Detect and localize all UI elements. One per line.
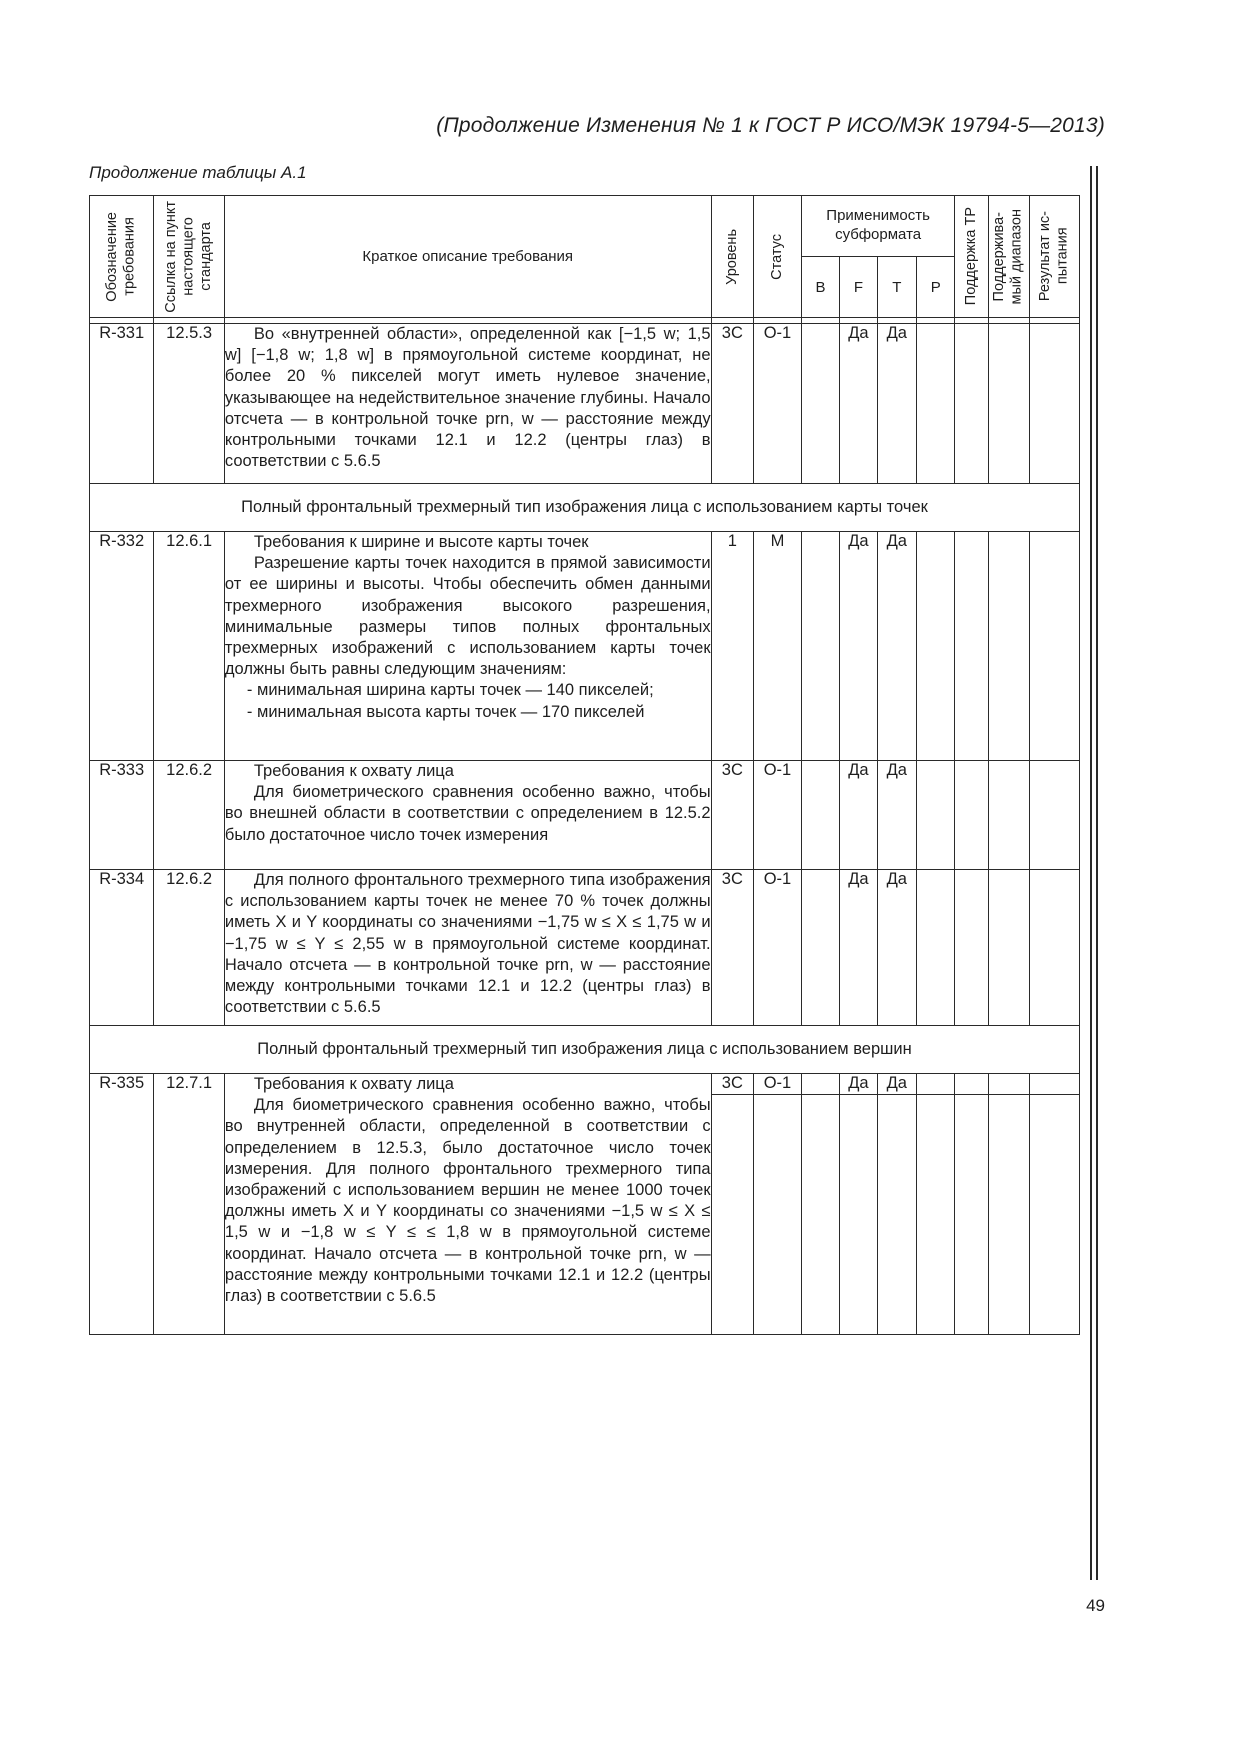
row-p xyxy=(917,761,955,870)
row-t: Да xyxy=(877,870,916,1026)
row-range xyxy=(988,1074,1030,1095)
row-b xyxy=(801,761,839,870)
header-range: Поддержива- мый диапазон xyxy=(988,196,1030,318)
row-tp xyxy=(955,761,988,870)
table-row xyxy=(90,761,1080,870)
row-f: Да xyxy=(840,1074,877,1095)
header-t: T xyxy=(877,257,916,318)
row-tp xyxy=(955,1074,988,1095)
section-row xyxy=(90,1026,1080,1074)
row-level: 1 xyxy=(711,532,754,761)
row-level-cont xyxy=(711,1095,754,1335)
header-tp: Поддержка ТР xyxy=(955,196,988,318)
row-tp xyxy=(955,532,988,761)
row-id: R-332 xyxy=(90,532,154,761)
header-result: Результат ис- пытания xyxy=(1030,196,1080,318)
row-ref: 12.6.2 xyxy=(154,761,225,870)
row-tp-cont xyxy=(955,1095,988,1335)
row-desc: Требования к охвату лица Для биометрического сравнения особенно важно, чтобы во внешней области в соответствии с определением в 12.5.2 было достаточное число точек измерения xyxy=(224,761,711,870)
row-b xyxy=(801,324,839,484)
row-result-cont xyxy=(1030,1095,1080,1335)
row-id: R-333 xyxy=(90,761,154,870)
row-status: М xyxy=(754,532,802,761)
row-range xyxy=(988,870,1030,1026)
page-number: 49 xyxy=(1086,1596,1105,1615)
row-f-cont xyxy=(840,1095,877,1335)
header-applicability: Применимость субформата xyxy=(801,196,955,257)
row-t: Да xyxy=(877,761,916,870)
row-result xyxy=(1030,870,1080,1026)
running-head: (Продолжение Изменения № 1 к ГОСТ Р ИСО/МЭК 19794-5—2013) xyxy=(436,114,1105,137)
row-desc: Требования к ширине и высоте карты точек Разрешение карты точек находится в прямой зависимости от ее ширины и высоты. Чтобы обеспечить обмен данными трехмерного изображения высокого разрешения, минимальные размеры типов полных фронтальных трехмерных изображений с использованием карты точек должны быть равны следующим значениям: - минимальная ширина карты точек — 140 пикселей; - минимальная высота карты точек — 170 пикселей xyxy=(224,532,711,761)
row-f: Да xyxy=(840,761,877,870)
header-desc: Краткое описание требования xyxy=(224,196,711,318)
row-status: О-1 xyxy=(754,761,802,870)
row-t-cont xyxy=(877,1095,916,1335)
row-level: 3С xyxy=(711,761,754,870)
section-title: Полный фронтальный трехмерный тип изображения лица с использованием карты точек xyxy=(90,484,1080,532)
row-level: 3С xyxy=(711,1074,754,1095)
row-result xyxy=(1030,761,1080,870)
row-ref: 12.7.1 xyxy=(154,1074,225,1335)
row-ref: 12.6.2 xyxy=(154,870,225,1026)
table-row xyxy=(90,870,1080,1026)
row-f: Да xyxy=(840,870,877,1026)
section-row xyxy=(90,484,1080,532)
row-range-cont xyxy=(988,1095,1030,1335)
side-rule-right xyxy=(1096,166,1098,1580)
table-row xyxy=(90,532,1080,761)
table-row xyxy=(90,324,1080,484)
row-range xyxy=(988,532,1030,761)
row-t: Да xyxy=(877,1074,916,1095)
row-id: R-334 xyxy=(90,870,154,1026)
table-caption: Продолжение таблицы А.1 xyxy=(89,163,307,182)
row-b xyxy=(801,1074,839,1095)
row-ref: 12.6.1 xyxy=(154,532,225,761)
header-ref: Ссылка на пункт настоящего стандарта xyxy=(154,196,225,318)
header-id: Обозначение требования xyxy=(90,196,154,318)
row-b xyxy=(801,532,839,761)
row-status-cont xyxy=(754,1095,802,1335)
row-status: О-1 xyxy=(754,1074,802,1095)
header-p: P xyxy=(917,257,955,318)
header-level: Уровень xyxy=(711,196,754,318)
row-level: 3С xyxy=(711,870,754,1026)
row-range xyxy=(988,324,1030,484)
row-desc: Для полного фронтального трехмерного типа изображения с использованием карты точек не менее 70 % точек должны иметь X и Y координаты со значениями −1,75 w ≤ X ≤ 1,75 w и −1,75 w ≤ Y ≤ 2,55 w в прямоугольной системе координат. Начало отсчета — в контрольной точке prn, w — расстояние между контрольными точками 12.1 и 12.2 (центры глаз) в соответствии с 5.6.5 xyxy=(224,870,711,1026)
row-ref: 12.5.3 xyxy=(154,324,225,484)
row-result xyxy=(1030,532,1080,761)
row-level: 3С xyxy=(711,324,754,484)
row-b xyxy=(801,870,839,1026)
section-title: Полный фронтальный трехмерный тип изображения лица с использованием вершин xyxy=(90,1026,1080,1074)
row-desc: Во «внутренней области», определенной как [−1,5 w; 1,5 w] [−1,8 w; 1,8 w] в прямоугольной системе координат, не более 20 % пикселей могут иметь нулевое значение, указывающее на недействительное значение глубины. Начало отсчета — в контрольной точке prn, w — расстояние между контрольными точками 12.1 и 12.2 (центры глаз) в соответствии с 5.6.5 xyxy=(224,324,711,484)
row-tp xyxy=(955,870,988,1026)
row-p-cont xyxy=(917,1095,955,1335)
row-tp xyxy=(955,324,988,484)
header-b: B xyxy=(801,257,839,318)
row-t: Да xyxy=(877,324,916,484)
row-status: О-1 xyxy=(754,870,802,1026)
row-id: R-335 xyxy=(90,1074,154,1335)
row-p xyxy=(917,324,955,484)
table-row xyxy=(90,1074,1080,1095)
row-id: R-331 xyxy=(90,324,154,484)
row-result xyxy=(1030,324,1080,484)
header-status: Статус xyxy=(754,196,802,318)
row-range xyxy=(988,761,1030,870)
row-status: О-1 xyxy=(754,324,802,484)
row-p xyxy=(917,870,955,1026)
row-p xyxy=(917,532,955,761)
row-desc: Требования к охвату лица Для биометрического сравнения особенно важно, чтобы во внутренней области, определенной в соответствии с определением в 12.5.3, было достаточное число точек измерения. Для полного фронтального трехмерного типа изображений с использованием вершин не менее 1000 точек должны иметь X и Y координаты со значениями −1,5 w ≤ X ≤ 1,5 w и −1,8 w ≤ Y ≤ ≤ 1,8 w в прямоугольной системе координат. Начало отсчета — в контрольной точке prn, w — расстояние между контрольными точками 12.1 и 12.2 (центры глаз) в соответствии с 5.6.5 xyxy=(224,1074,711,1335)
row-b-cont xyxy=(801,1095,839,1335)
row-t: Да xyxy=(877,532,916,761)
side-rule-left xyxy=(1090,166,1092,1580)
requirements-table xyxy=(89,195,1080,1335)
header-f: F xyxy=(840,257,877,318)
row-p xyxy=(917,1074,955,1095)
row-f: Да xyxy=(840,532,877,761)
row-f: Да xyxy=(840,324,877,484)
row-result xyxy=(1030,1074,1080,1095)
